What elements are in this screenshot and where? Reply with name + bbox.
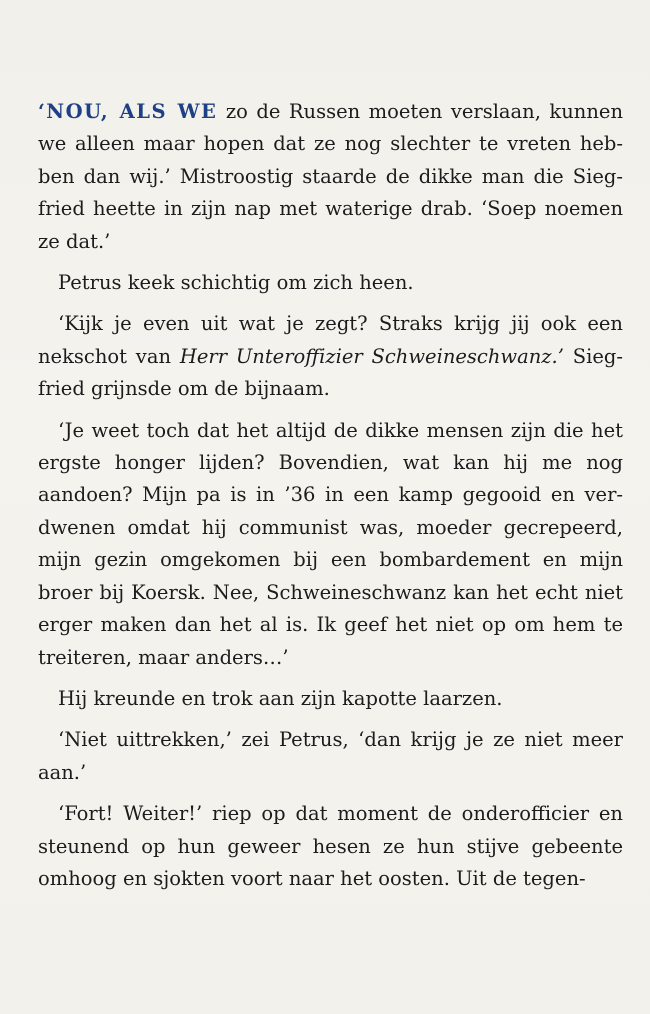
paragraph-3-start: ‘Kijk je even uit wat je zegt? Straks krijg jij ook een nekschot van [38,312,623,368]
paragraph-6: ‘Niet uittrekken,’ zei Petrus, ‘dan krijg je ze niet meer aan.’ [38,728,623,784]
paragraph-1-text: zo de Russen moeten verslaan, kunnen we alleen maar hopen dat ze nog slechter te vreten hebben dan wij.’ Mistroostig staarde de dikke man die Siegfried heette in zijn nap met waterige drab. ‘Soep noemen ze dat.’ [38,100,623,253]
paragraph-5: Hij kreunde en trok aan zijn kapotte laarzen. [58,686,503,710]
paragraph-3-italic: Herr Unteroffizier Schweineschwanz.’ [179,344,564,368]
body-text [38,96,623,895]
paragraph-3 [38,308,623,405]
opening-small-caps: ‘NOU, ALS WE [38,100,218,123]
paragraph-2: Petrus keek schichtig om zich heen. [58,271,414,295]
paragraph-7: ‘Fort! Weiter!’ riep op dat moment de onderofficier en steunend op hun geweer hesen ze hun stijve gebeente omhoog en sjokten voort naar het oosten. Uit de tegen- [38,802,623,890]
paragraph-4: ‘Je weet toch dat het altijd de dikke mensen zijn die het ergste honger lijden? Bovendien, wat kan hij me nog aandoen? Mijn pa is in ’36 in een kamp gegooid en verdwenen omdat hij communist was, moeder gecrepeerd, mijn gezin omgekomen bij een bombardement en mijn broer bij Koersk. Nee, Schweineschwanz kan het echt niet erger maken dan het al is. Ik geef het niet op om hem te treiteren, maar anders…’ [38,418,623,669]
paragraph-3-end: Siegfried grijnsde om de bijnaam. [38,344,623,401]
paragraph-1 [38,96,623,258]
